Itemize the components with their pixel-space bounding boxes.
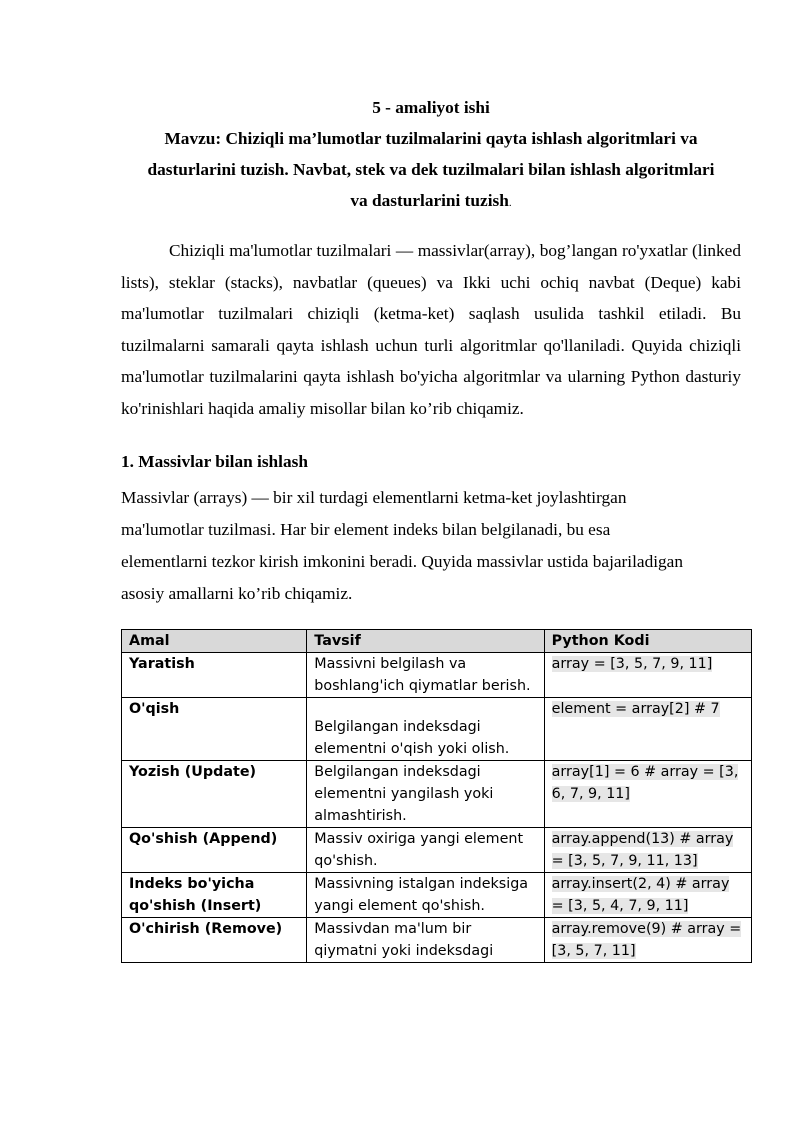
topic-line-1: Mavzu: Chiziqli ma’lumotlar tuzilmalarini qayta ishlash algoritmlari va [164, 129, 698, 148]
header-tavsif: Tavsif [307, 630, 544, 653]
topic-dot: . [508, 197, 512, 209]
array-operations-table [121, 629, 752, 963]
section-paragraph-line: Massivlar (arrays) — bir xil turdagi elementlarni ketma-ket joylashtirgan [121, 488, 627, 507]
description-cell: Massivning istalgan indeksiga yangi element qo'shish. [307, 873, 544, 918]
table-row [122, 873, 752, 918]
practical-work-number: 5 - amaliyot ishi [372, 98, 490, 117]
code-cell [544, 698, 751, 761]
code-snippet: array[1] = 6 # array = [3, 6, 7, 9, 11] [551, 764, 739, 802]
code-cell [544, 873, 751, 918]
operation-cell: Indeks bo'yicha qo'shish (Insert) [122, 873, 307, 918]
description-cell: Massivni belgilash va boshlang'ich qiymatlar berish. [307, 653, 544, 698]
description-cell: Belgilangan indeksdagi elementni yangilash yoki almashtirish. [307, 761, 544, 828]
code-cell [544, 918, 751, 963]
intro-paragraph: Chiziqli ma'lumotlar tuzilmalari — massivlar(array), bog’langan ro'yxatlar (linked lists), steklar (stacks), navbatlar (queues) va Ikki uchi ochiq navbat (Deque) kabi ma'lumotlar tuzilmalari chiziqli (ketma-ket) saqlash usulida tashkil etiladi. Bu tuzilmalarni samarali qayta ishlash uchun turli algoritmlar qo'llaniladi. Quyida chiziqli ma'lumotlar tuzilmalarini qayta ishlash bo'yicha algoritmlar va ularning Python dasturiy ko'rinishlari haqida amaliy misollar bilan ko’rib chiqamiz. [121, 241, 741, 418]
operation-cell: O'qish [122, 698, 307, 761]
table-row [122, 698, 752, 761]
section-paragraph-line: ma'lumotlar tuzilmasi. Har bir element indeks bilan belgilanadi, bu esa [121, 520, 611, 539]
document-page [121, 92, 741, 963]
table-row [122, 828, 752, 873]
section-title: 1. Massivlar bilan ishlash [121, 452, 308, 471]
document-heading [121, 92, 741, 219]
header-python-kodi: Python Kodi [544, 630, 751, 653]
operation-cell: Yaratish [122, 653, 307, 698]
code-cell [544, 653, 751, 698]
section-paragraph-line: asosiy amallarni ko’rib chiqamiz. [121, 584, 353, 603]
description-cell [307, 698, 544, 761]
operation-cell: Yozish (Update) [122, 761, 307, 828]
table-row [122, 653, 752, 698]
topic-line-2: dasturlarini tuzish. Navbat, stek va dek tuzilmalari bilan ishlash algoritmlari [147, 160, 715, 179]
code-snippet: array.insert(2, 4) # array = [3, 5, 4, 7, 9, 11] [551, 876, 730, 914]
section-paragraph [121, 482, 741, 610]
code-cell [544, 761, 751, 828]
table-header-row [122, 630, 752, 653]
table-row [122, 918, 752, 963]
section-paragraph-line: elementlarni tezkor kirish imkonini beradi. Quyida massivlar ustida bajariladigan [121, 552, 683, 571]
code-cell [544, 828, 751, 873]
table-row [122, 761, 752, 828]
topic-line-3 [121, 185, 741, 219]
operation-cell: O'chirish (Remove) [122, 918, 307, 963]
code-snippet: array.remove(9) # array = [3, 5, 7, 11] [551, 921, 742, 959]
description-cell: Massivdan ma'lum bir qiymatni yoki indeksdagi [307, 918, 544, 963]
description-cell: Massiv oxiriga yangi element qo'shish. [307, 828, 544, 873]
header-amal: Amal [122, 630, 307, 653]
topic-line-3-text: va dasturlarini tuzish [350, 191, 509, 210]
description-text: Belgilangan indeksdagi elementni o'qish yoki olish. [314, 719, 510, 757]
code-snippet: array = [3, 5, 7, 9, 11] [551, 656, 713, 672]
code-snippet: element = array[2] # 7 [551, 701, 720, 717]
code-snippet: array.append(13) # array = [3, 5, 7, 9, 11, 13] [551, 831, 734, 869]
operation-cell: Qo'shish (Append) [122, 828, 307, 873]
